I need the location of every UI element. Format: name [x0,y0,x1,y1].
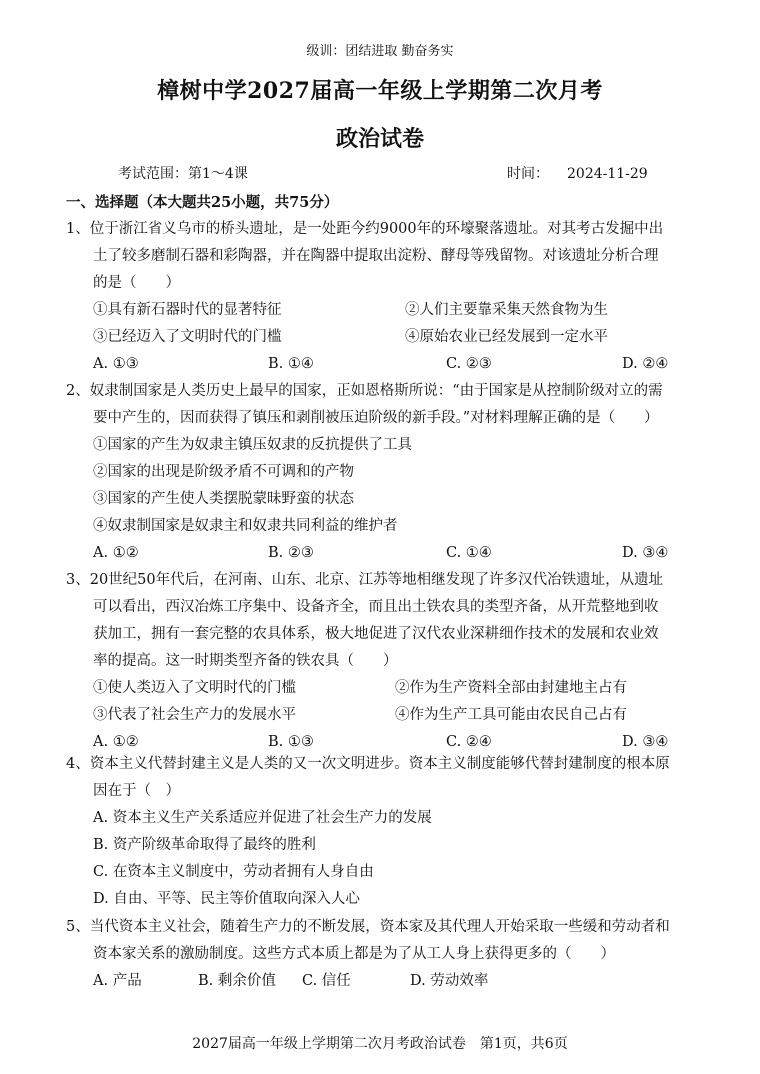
statement: ④作为生产工具可能由农民自己占有 [395,707,627,723]
statement-row [66,702,702,729]
question-stem-line: 4、资本主义代替封建主义是人类的又一次文明进步。资本主义制度能够代替封建制度的根本原 [66,756,670,772]
answer-options [66,968,702,995]
statement: ①国家的产生为奴隶主镇压奴隶的反抗提供了工具 [93,437,412,453]
page-footer: 2027届高一年级上学期第二次月考政治试卷 第1页，共6页 [192,1036,568,1052]
question-stem-line: 率的提高。这一时期类型齐备的铁农具（ ） [93,653,398,669]
question-4 [66,751,702,913]
option-c[interactable]: C. 在资本主义制度中，劳动者拥有人身自由 [93,864,374,880]
answer-options [66,351,702,378]
option-b[interactable]: B. ①③ [268,734,314,750]
section-heading: 一、选择题（本大题共25小题，共75分） [66,194,339,211]
question-stem-line: 因在于（ ） [93,783,180,799]
option-b[interactable]: B. ②③ [268,545,314,561]
statement-row [66,297,702,324]
statement: ③已经迈入了文明时代的门槛 [93,329,282,345]
statement: ④奴隶制国家是奴隶主和奴隶共同利益的维护者 [93,518,398,534]
exam-time-label: 时间： [507,166,549,182]
option-d[interactable]: D. ③④ [622,734,669,750]
statement: ③国家的产生使人类摆脱蒙昧野蛮的状态 [93,491,354,507]
option-d[interactable]: D. ③④ [622,545,669,561]
question-stem-line: 的是（ ） [93,275,180,291]
option-c[interactable]: C. ①④ [446,545,492,561]
question-stem-line: 5、当代资本主义社会，随着生产力的不断发展，资本家及其代理人开始采取一些缓和劳动者和 [66,919,670,935]
exam-range: 考试范围：第1～4课 [118,166,248,182]
statement: ④原始农业已经发展到一定水平 [405,329,608,345]
option-c[interactable]: C. ②③ [446,356,492,372]
statement: ②作为生产资料全部由封建地主占有 [395,680,627,696]
statement: ①使人类迈入了文明时代的门槛 [93,680,296,696]
question-stem-line: 资本家关系的激励制度。这些方式本质上都是为了从工人身上获得更多的（ ） [93,946,615,962]
statement: ①具有新石器时代的显著特征 [93,302,282,318]
question-stem-line: 2、奴隶制国家是人类历史上最早的国家，正如恩格斯所说：“由于国家是从控制阶级对立的需 [66,383,663,399]
statement-row [66,675,702,702]
option-d[interactable]: D. ②④ [622,356,669,372]
option-b[interactable]: B. 资产阶级革命取得了最终的胜利 [93,837,316,853]
option-b[interactable]: B. ①④ [268,356,314,372]
statement: ②人们主要靠采集天然食物为生 [405,302,608,318]
question-2 [66,378,702,567]
answer-options [66,540,702,567]
option-c[interactable]: C. ②④ [446,734,492,750]
exam-title: 樟树中学2027届高一年级上学期第二次月考 [157,78,603,104]
question-stem-line: 可以看出，西汉冶炼工序集中、设备齐全，而且出土铁农具的类型齐备，从开荒整地到收 [93,599,659,615]
option-d[interactable]: D. 自由、平等、民主等价值取向深入人心 [93,891,360,907]
option-a[interactable]: A. ①② [93,734,139,750]
option-c[interactable]: C. 信任 [302,973,351,989]
school-motto: 级训：团结进取 勤奋务实 [306,44,454,59]
option-b[interactable]: B. 剩余价值 [198,973,276,989]
option-d[interactable]: D. 劳动效率 [410,973,489,989]
statement: ②国家的出现是阶级矛盾不可调和的产物 [93,464,354,480]
question-stem-line: 要中产生的，因而获得了镇压和剥削被压迫阶级的新手段。”对材料理解正确的是（ ） [93,410,659,426]
option-a[interactable]: A. 产品 [93,973,142,989]
option-a[interactable]: A. ①② [93,545,139,561]
question-1 [66,216,702,378]
exam-subtitle: 政治试卷 [335,126,424,152]
question-5 [66,914,702,995]
question-stem-line: 3、20世纪50年代后，在河南、山东、北京、江苏等地相继发现了许多汉代冶铁遗址，从遗址 [66,572,664,588]
exam-time [507,163,648,183]
question-3 [66,567,702,756]
question-stem-line: 土了较多磨制石器和彩陶器，并在陶器中提取出淀粉、酵母等残留物。对该遗址分析合理 [93,248,659,264]
statement-row [66,324,702,351]
statement: ③代表了社会生产力的发展水平 [93,707,296,723]
option-a[interactable]: A. 资本主义生产关系适应并促进了社会生产力的发展 [93,810,432,826]
option-a[interactable]: A. ①③ [93,356,139,372]
question-stem-line: 获加工，拥有一套完整的农具体系，极大地促进了汉代农业深耕细作技术的发展和农业效 [93,626,659,642]
question-stem-line: 1、位于浙江省义乌市的桥头遗址，是一处距今约9000年的环壕聚落遗址。对其考古发掘中出 [66,221,664,237]
exam-time-value: 2024-11-29 [567,166,648,182]
